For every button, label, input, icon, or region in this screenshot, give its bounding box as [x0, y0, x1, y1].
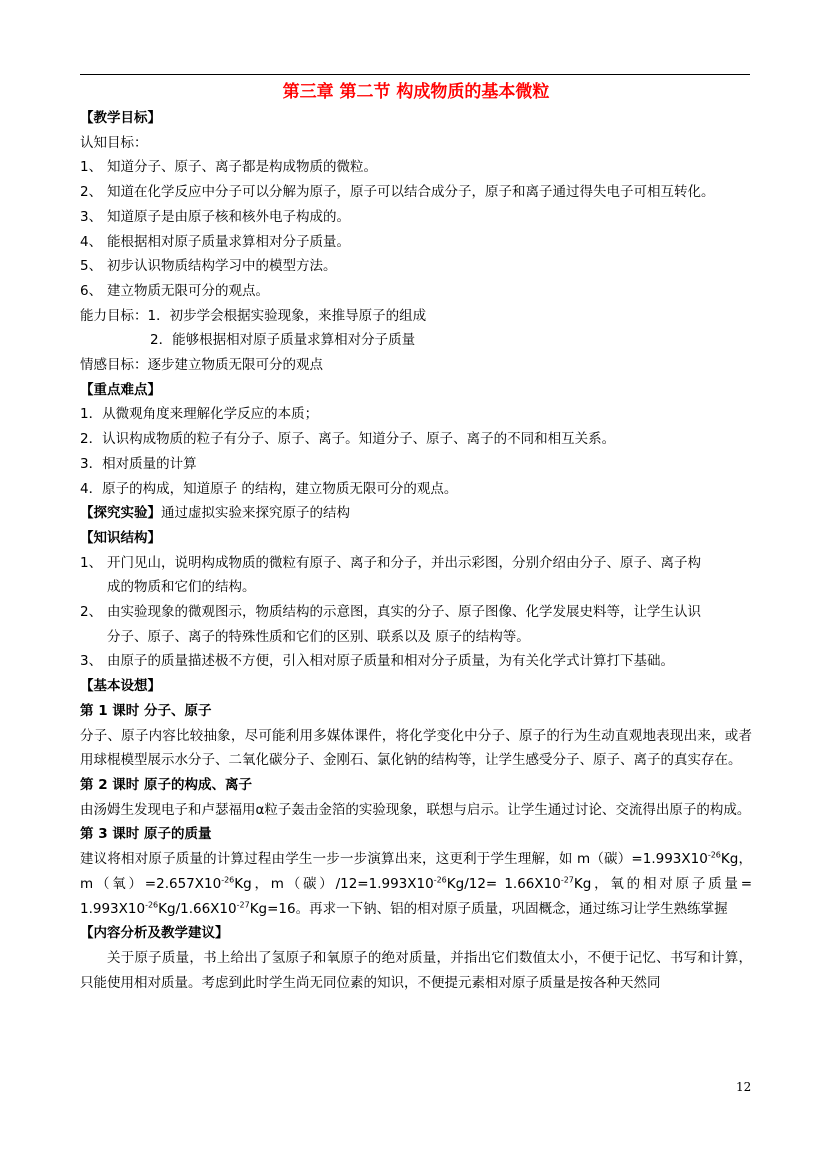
list-item: 3、 由原子的质量描述极不方便，引入相对原子质量和相对分子质量，为有关化学式计算打下基础。 [80, 653, 674, 670]
list-item: 3、 知道原子是由原子核和核外电子构成的。 [80, 208, 350, 225]
explore-experiment: 【探究实验】通过虚拟实验来探究原子的结构 [80, 505, 350, 522]
section-heading-analysis: 【内容分析及教学建议】 [80, 925, 229, 942]
list-item-continuation: 分子、原子、离子的特殊性质和它们的区别、联系以及 原子的结构等。 [107, 628, 530, 645]
section-heading-explore: 【探究实验】 [80, 505, 161, 522]
list-item: 5、 初步认识物质结构学习中的模型方法。 [80, 258, 337, 275]
analysis-text: 关于原子质量，书上给出了氢原子和氧原子的绝对质量，并指出它们数值太小，不便于记忆、书写和计算，只能使用相对质量。考虑到此时学生尚无同位素的知识，不便提元素相对原子质量是按各种天然同 [80, 949, 752, 991]
lesson-2-text: 由汤姆生发现电子和卢瑟福用α粒子轰击金箔的实验现象，联想与启示。让学生通过讨论、交流得出原子的构成。 [80, 801, 751, 818]
list-item: 2、 知道在化学反应中分子可以分解为原子，原子可以结合成分子，原子和离子通过得失电子可相互转化。 [80, 184, 715, 201]
list-item: 1．从微观角度来理解化学反应的本质； [80, 406, 319, 423]
lesson-2-heading: 第 2 课时 原子的构成、离子 [80, 776, 252, 793]
ability-goal-1: 能力目标：1．初步学会根据实验现象，来推导原子的组成 [80, 307, 427, 324]
section-heading-design: 【基本设想】 [80, 678, 161, 695]
lesson-3-text: 建议将相对原子质量的计算过程由学生一步一步演算出来，这更利于学生理解，如 m（碳）$=1.993X10^{-26}Kg$，m（氧）$=2.657X10^{-26}Kg$，m（碳）$/12=1.993X10^{-26}Kg/12= 1.66X10^{-27}Kg$，氧的相对原子质量= $1.993X10^{-26}Kg/1.66X10^{-27}Kg=16$。再求一下钠、铝的相对原子质量，巩固概念，通过练习让学生熟练掌握 [80, 850, 753, 917]
list-item: 6、 建立物质无限可分的观点。 [80, 282, 269, 299]
cognitive-goals-label: 认知目标： [80, 134, 148, 151]
document-body [80, 76, 752, 995]
lesson-1-heading: 第 1 课时 分子、原子 [80, 702, 212, 719]
list-item: 4、 能根据相对原子质量求算相对分子质量。 [80, 233, 350, 250]
section-heading-goals: 【教学目标】 [80, 110, 161, 126]
list-item: 3．相对质量的计算 [80, 455, 197, 472]
list-item: 2、 由实验现象的微观图示，物质结构的示意图，真实的分子、原子图像、化学发展史料等，让学生认识 [80, 604, 701, 621]
list-item: 4．原子的构成，知道原子 的结构，建立物质无限可分的观点。 [80, 480, 458, 497]
header-rule [80, 74, 750, 75]
list-item: 1、 知道分子、原子、离子都是构成物质的微粒。 [80, 159, 377, 176]
page-title: 第三章 第二节 构成物质的基本微粒 [282, 82, 550, 102]
lesson-3-heading: 第 3 课时 原子的质量 [80, 826, 212, 843]
list-item: 1、 开门见山，说明构成物质的微粒有原子、离子和分子，并出示彩图，分别介绍由分子、原子、离子构 [80, 554, 701, 571]
list-item-continuation: 成的物质和它们的结构。 [107, 579, 256, 596]
ability-goal-2: 2．能够根据相对原子质量求算相对分子质量 [150, 332, 416, 349]
lesson-1-text: 分子、原子内容比较抽象，尽可能利用多媒体课件，将化学变化中分子、原子的行为生动直观地表现出来，或者用球棍模型展示水分子、二氧化碳分子、金刚石、氯化钠的结构等，让学生感受分子、原子、离子的真实存在。 [80, 727, 752, 769]
page-number: 12 [736, 1080, 752, 1094]
list-item: 2．认识构成物质的粒子有分子、原子、离子。知道分子、原子、离子的不同和相互关系。 [80, 431, 616, 448]
section-heading-key-points: 【重点难点】 [80, 381, 161, 398]
emotion-goal: 情感目标：逐步建立物质无限可分的观点 [80, 357, 323, 374]
section-heading-knowledge: 【知识结构】 [80, 529, 161, 546]
